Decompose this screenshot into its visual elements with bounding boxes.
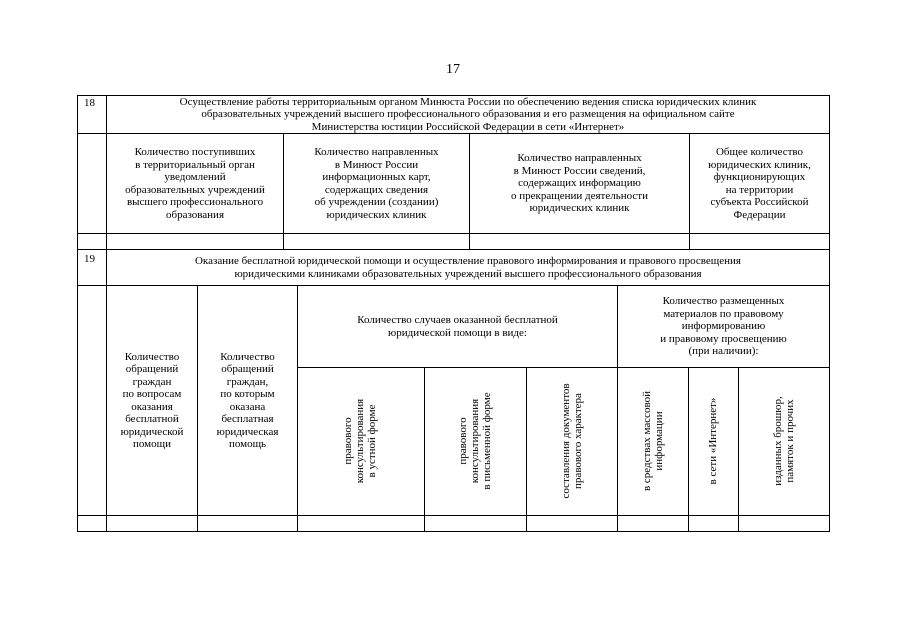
header-line: материалов по правовому: [663, 307, 784, 320]
header-line: Количество: [220, 350, 275, 363]
subheader-line: составления документов: [560, 383, 572, 499]
header-line: субъекта Российской: [710, 196, 809, 208]
header-line: образовательных учреждений: [125, 183, 265, 196]
header-line: оказания: [131, 400, 173, 413]
header-line: юридических клиник: [326, 208, 427, 221]
subheader-line: в письменной форме: [481, 392, 493, 490]
header-line: по вопросам: [122, 388, 182, 400]
header-line: в Минюст России: [334, 158, 419, 171]
col-divider: [424, 367, 425, 532]
section18-title-line: образовательных учреждений высшего профессионального образования и его размещения на официальном сайте: [201, 108, 735, 121]
header-group-cases: [298, 286, 617, 367]
header-line: высшего профессионального: [126, 196, 264, 208]
header-line: образования: [165, 208, 225, 221]
table-border-right: [829, 95, 830, 532]
header-sent-termination-info: [470, 134, 689, 233]
row-number-18: 18: [84, 97, 95, 109]
header-line: бесплатной: [125, 413, 179, 425]
subheader-line: правового: [342, 417, 354, 465]
subheader-line: в устной форме: [366, 404, 378, 478]
subheader-line: информации: [653, 411, 665, 471]
subheader-internet: [707, 398, 719, 485]
subheader-line: в средствах массовой: [641, 390, 653, 492]
header-line: Количество направленных: [517, 152, 642, 165]
row-divider: [297, 367, 830, 368]
header-line: информированию: [681, 320, 766, 333]
header-line: информационных карт,: [322, 171, 431, 183]
header-line: Количество направленных: [314, 146, 439, 158]
subheader-oral-consultation: [342, 399, 378, 483]
header-line: по которым: [220, 388, 275, 400]
header-line: о прекращении деятельности: [511, 189, 648, 202]
header-requests-count: [107, 286, 197, 515]
section19-title-line: юридическими клиниками образовательных учреждений высшего профессионального образования: [234, 267, 702, 280]
table-border-bottom: [77, 531, 830, 532]
header-line: помощи: [133, 438, 171, 450]
subheader-line: правового: [457, 417, 469, 465]
subheader-mass-media: [641, 391, 665, 491]
table-border-left: [77, 95, 78, 532]
header-line: содержащих сведения: [324, 183, 429, 196]
subheader-line: в сети «Интернет»: [707, 397, 719, 485]
row-divider: [77, 515, 830, 516]
header-line: в Минюст России сведений,: [513, 164, 646, 177]
header-line: в территориальный орган: [135, 158, 255, 171]
section19-title: [107, 250, 829, 285]
header-line: Количество случаев оказанной бесплатной: [357, 314, 558, 326]
header-line: оказана: [229, 400, 266, 413]
header-line: юридических клиник,: [708, 158, 811, 171]
col-divider: [688, 367, 689, 532]
header-sent-info-cards: [284, 134, 469, 233]
header-line: Общее количество: [715, 146, 804, 158]
header-line: Количество размещенных: [662, 295, 785, 308]
row-divider: [77, 233, 830, 234]
header-line: на территории: [725, 183, 794, 196]
header-line: содержащих информацию: [518, 177, 641, 190]
subheader-line: правового характера: [572, 393, 584, 489]
section18-title: [107, 96, 829, 133]
subheader-legal-documents: [560, 383, 584, 498]
header-line: юридической помощи в виде:: [388, 326, 527, 339]
section19-title-line: Оказание бесплатной юридической помощи и осуществление правового информирования и правового просвещения: [194, 255, 741, 267]
header-line: обращений: [125, 363, 179, 375]
header-line: бесплатная: [221, 413, 274, 425]
subheader-brochures: [772, 396, 796, 485]
header-line: уведомлений: [164, 171, 226, 183]
header-total-clinics: [690, 134, 829, 233]
section18-title-line: Министерства юстиции Российской Федерации в сети «Интернет»: [311, 120, 625, 133]
header-line: и правовому просвещению: [660, 332, 787, 345]
col-divider: [526, 367, 527, 532]
header-line: Количество поступивших: [134, 146, 256, 158]
header-line: об учреждении (создании): [314, 196, 439, 208]
section18-title-line: Осуществление работы территориальным органом Минюста России по обеспечению ведения списка юридических клиник: [179, 96, 757, 108]
header-line: функционирующих: [713, 171, 806, 183]
header-line: Количество: [124, 350, 180, 363]
header-line: юридической: [120, 425, 184, 438]
header-provided-count: [198, 286, 297, 515]
page-number: 17: [446, 62, 460, 77]
header-line: помощь: [228, 438, 267, 450]
subheader-line: изданных брошюр,: [772, 396, 784, 486]
header-line: граждан: [132, 375, 172, 388]
header-group-materials: [618, 286, 829, 367]
header-line: обращений: [221, 363, 274, 375]
subheader-line: памяток и прочих: [784, 399, 796, 483]
subheader-line: консультирования: [354, 398, 366, 484]
subheader-written-consultation: [457, 392, 493, 489]
header-line: граждан,: [226, 375, 269, 388]
subheader-line: консультирования: [469, 398, 481, 484]
header-line: Федерации: [733, 208, 786, 221]
header-line: юридическая: [216, 425, 279, 438]
row-number-19: 19: [84, 253, 95, 265]
header-received-notifications: [107, 134, 283, 233]
col-divider: [738, 367, 739, 532]
header-line: юридических клиник: [529, 202, 630, 215]
header-line: (при наличии):: [688, 345, 759, 358]
